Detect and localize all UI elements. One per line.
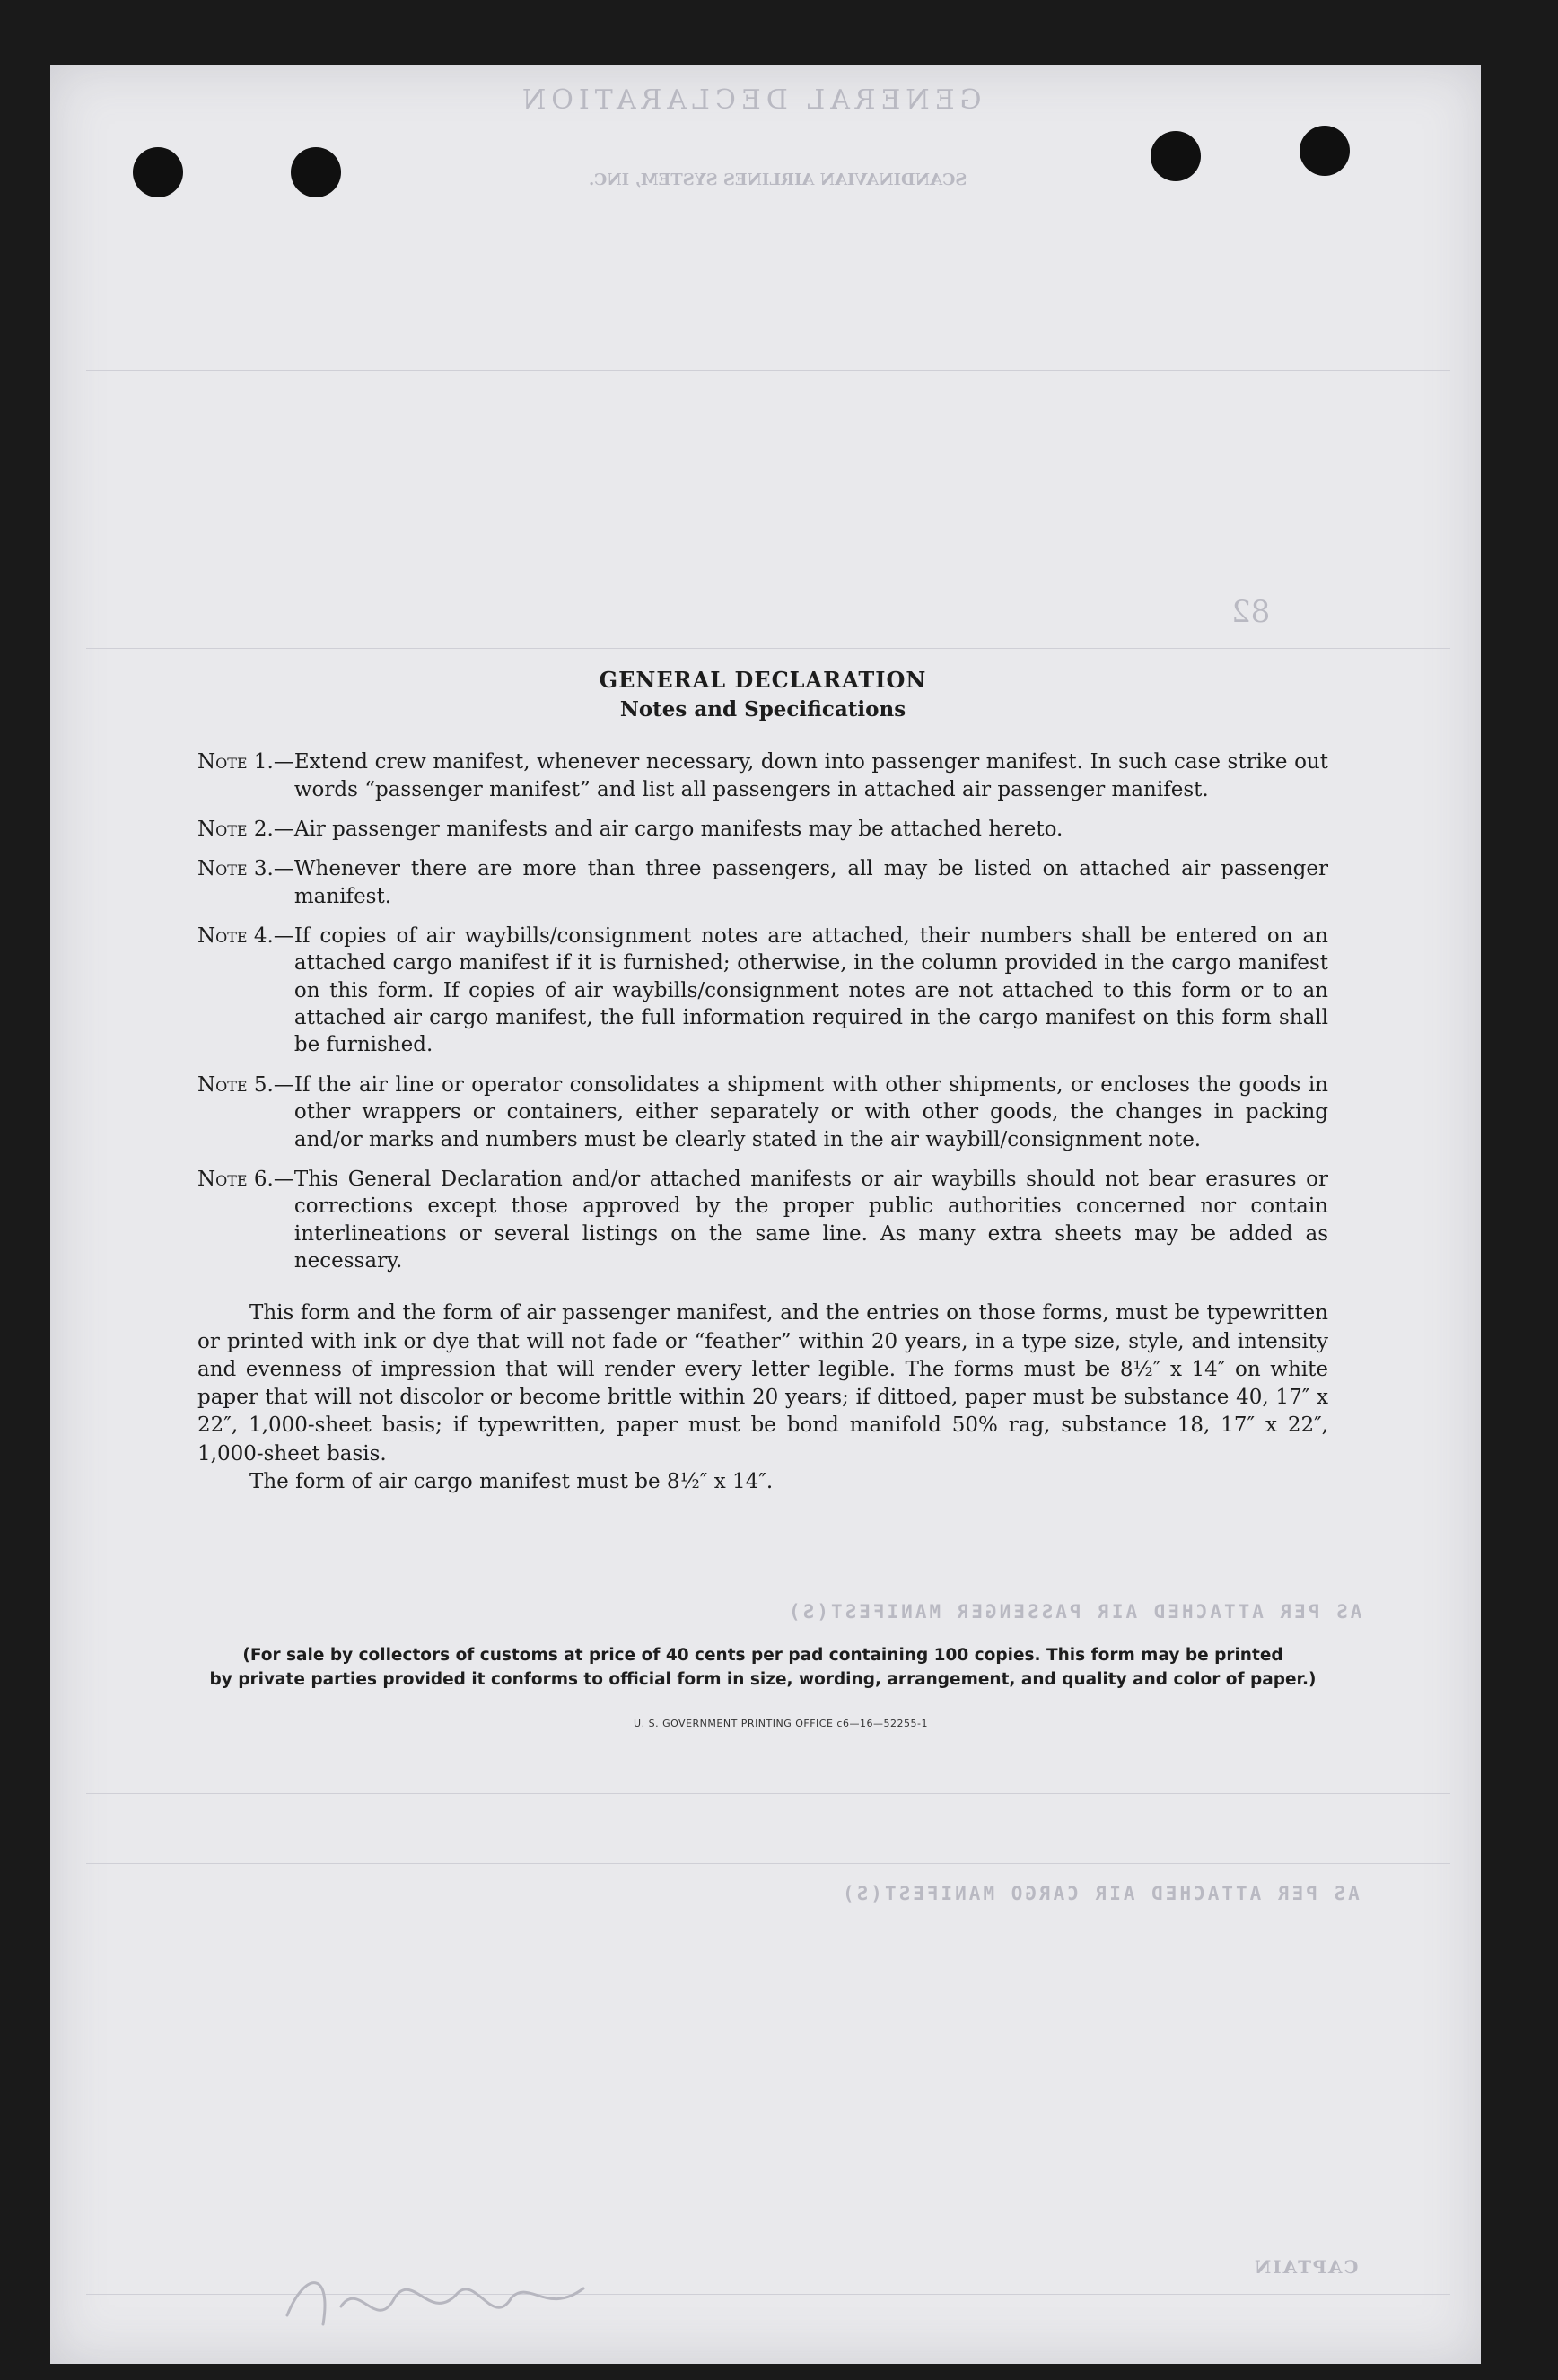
note-6 [197,1166,1328,1274]
ghost-captain: CAPTAIN [1253,2256,1359,2278]
note-label: Note 5.— [197,1072,294,1097]
ghost-number: 82 [1231,594,1271,630]
document-title: GENERAL DECLARATION [599,667,927,693]
note-text: If copies of air waybills/consignment notes are attached, their numbers shall be entered on an attached cargo manifest if it is furnished; otherwise, in the column provided in the cargo manifest on this form. If copies of air waybills/consignment notes are not attached to this form or to an attached air cargo manifest, the full information required in the cargo manifest on this form shall be furnished. [293,923,1328,1057]
ghost-cargo-manifest: AS PER ATTACHED AIR CARGO MANIFEST(S) [840,1883,1360,1904]
note-5 [197,1072,1328,1153]
ghost-rule [86,648,1450,649]
note-text: This General Declaration and/or attached manifests or air waybills should not bear erasures or corrections except those approved by the proper public authorities concerned nor contain interlineations or several listings on the same line. As many extra sheets may be added as necessary. [293,1167,1328,1273]
note-2 [197,816,1328,843]
note-label: Note 6.— [197,1167,294,1191]
sale-note-line-2: by private parties provided it conforms to official form in size, wording, arrangement, and quality and color of paper.) [209,1669,1317,1689]
document-subtitle: Notes and Specifications [619,697,906,722]
note-4 [197,923,1328,1059]
note-label: Note 2.— [197,817,294,841]
ghost-rule [86,1793,1450,1794]
specification-paragraph: This form and the form of air passenger manifest, and the entries on those forms, must be typewritten or printed with ink or dye that will not fade or “feather” within 20 years, in a type size, style, and intensity and evenness of impression that will render every letter legible. The forms must be 8½″ x 14″ on white paper that will not discolor or become brittle within 20 years; if dittoed, paper must be substance 40, 17″ x 22″, 1,000-sheet basis; if typewritten, paper must be bond manifold 50% rag, substance 18, 17″ x 22″, 1,000-sheet basis. [197,1301,1328,1466]
note-text: Air passenger manifests and air cargo manifests may be attached hereto. [293,817,1063,841]
ghost-rule [86,370,1450,371]
note-3 [197,855,1328,910]
note-text: If the air line or operator consolidates a shipment with other shipments, or encloses the goods in other wrappers or containers, either separately or with other goods, the changes in packing and/or marks and numbers must be clearly stated in the air waybill/consignment note. [293,1072,1328,1151]
punch-hole-right-1 [1151,131,1201,181]
punch-hole-left-1 [133,147,183,197]
note-label: Note 4.— [197,923,294,948]
sale-note [197,1644,1328,1693]
ghost-rule [86,1863,1450,1864]
note-text: Extend crew manifest, whenever necessary, down into passenger manifest. In such case strike out words “passenger manifest” and list all passengers in attached air passenger manifest. [293,750,1328,801]
ghost-passenger-manifest: AS PER ATTACHED AIR PASSENGER MANIFEST(S) [786,1601,1362,1623]
punch-hole-right-2 [1300,126,1350,176]
sale-note-line-1: (For sale by collectors of customs at price of 40 cents per pad containing 100 copies. This form may be printed [242,1646,1283,1665]
punch-hole-left-2 [291,147,341,197]
note-label: Note 3.— [197,857,294,881]
note-label: Note 1.— [197,750,294,774]
ghost-header: GENERAL DECLARATION [517,84,982,116]
cargo-manifest-size-line: The form of air cargo manifest must be 8½″ x 14″. [249,1469,774,1493]
notes-section [197,666,1328,1496]
note-1 [197,748,1328,803]
printer-imprint: U. S. GOVERNMENT PRINTING OFFICE c6—16—52255-1 [634,1718,928,1729]
signature-bleed-through [278,2262,601,2342]
note-text: Whenever there are more than three passengers, all may be listed on attached air passenger manifest. [293,857,1328,908]
ghost-airline: SCANDINAVIAN AIRLINES SYSTEM, INC. [589,171,967,189]
